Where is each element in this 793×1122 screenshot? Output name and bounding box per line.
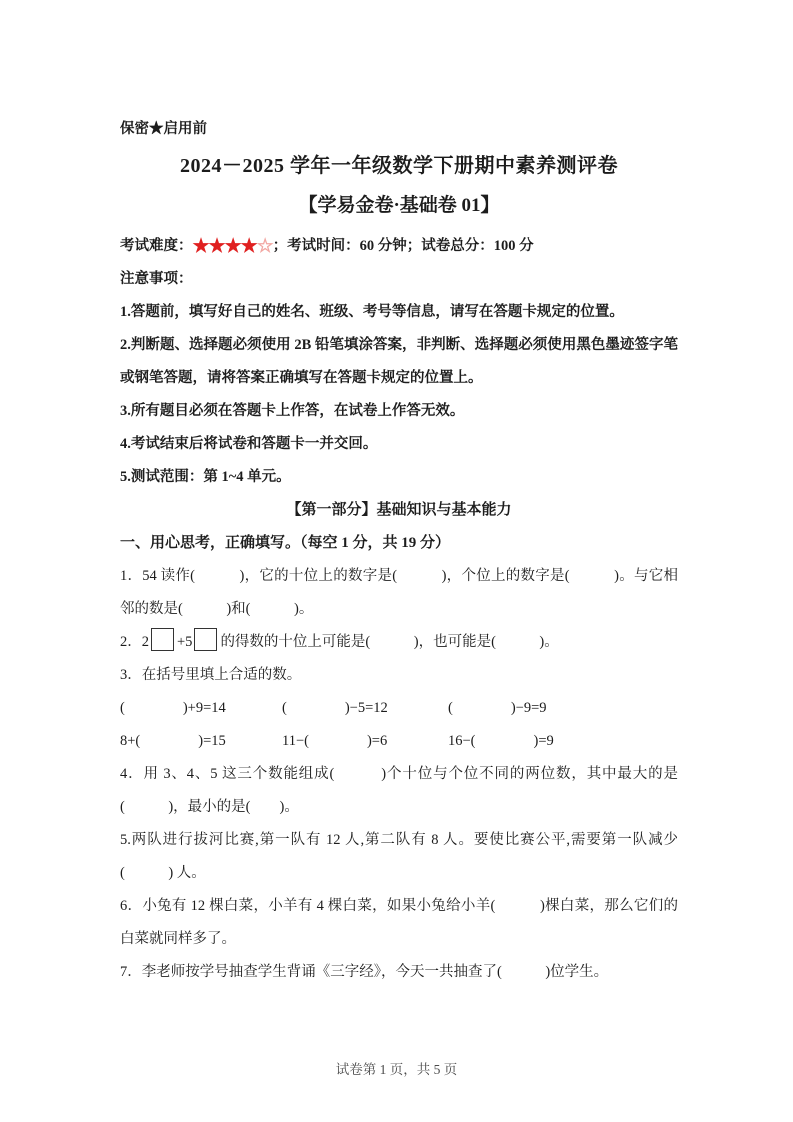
question-2-suffix: 的得数的十位上可能是( )，也可能是( )。 [220, 634, 559, 650]
question-5: 5.两队进行拔河比赛,第一队有 12 人,第二队有 8 人。要使比赛公平,需要第一队减少( ) 人。 [120, 832, 678, 881]
question-3-equations [120, 692, 678, 758]
section-heading-part1: 【第一部分】基础知识与基本能力 [286, 502, 512, 518]
question-6: 6．小兔有 12 棵白菜，小羊有 4 棵白菜，如果小兔给小羊( )棵白菜，那么它们的白菜就同样多了。 [120, 898, 678, 947]
part-one-heading: 一、用心思考，正确填写。（每空 1 分，共 19 分） [120, 535, 451, 551]
footer-page-current: 1 [379, 1062, 387, 1077]
footer-prefix: 试卷第 [335, 1062, 380, 1077]
page-footer [0, 1060, 793, 1080]
equation-cell: 16−( )=9 [448, 733, 554, 749]
exam-subtitle: 【学易金卷·基础卷 01】 [298, 195, 500, 216]
equation-cell: ( )+9=14 [120, 700, 226, 716]
notice-title: 注意事项： [120, 271, 193, 287]
answer-box [151, 628, 174, 651]
exam-meta-line [120, 230, 678, 263]
footer-mid: 页，共 [386, 1062, 434, 1077]
question-2 [120, 626, 678, 659]
question-4: 4．用 3、4、5 这三个数能组成( )个十位与个位不同的两位数，其中最大的是 ( )，最小的是( )。 [120, 766, 678, 815]
notice-item-5: 5.测试范围：第 1~4 单元。 [120, 469, 291, 485]
question-2-mid: +5 [177, 634, 193, 650]
notice-item-4: 4.考试结束后将试卷和答题卡一并交回。 [120, 436, 378, 452]
notice-item-3: 3.所有题目必须在答题卡上作答，在试卷上作答无效。 [120, 403, 465, 419]
confidential-notice: 保密★启用前 [120, 121, 207, 137]
difficulty-label: 考试难度： [120, 238, 193, 254]
difficulty-stars-filled-icon: ★★★★ [192, 236, 257, 257]
exam-meta-rest: ；考试时间：60 分钟；试卷总分：100 分 [272, 238, 534, 254]
notice-item-1: 1.答题前，填写好自己的姓名、班级、考号等信息，请写在答题卡规定的位置。 [120, 304, 624, 320]
equation-cell: ( )−9=9 [448, 700, 547, 716]
question-1: 1．54 读作( )，它的十位上的数字是( )，个位上的数字是( )。与它相邻的数是( )和( )。 [120, 568, 678, 617]
question-2-prefix: 2．2 [120, 634, 149, 650]
question-3: 3．在括号里填上合适的数。 [120, 667, 302, 683]
question-7: 7．李老师按学号抽查学生背诵《三字经》，今天一共抽查了( )位学生。 [120, 964, 609, 980]
equation-cell: ( )−5=12 [282, 700, 388, 716]
footer-suffix: 页 [440, 1062, 458, 1077]
notice-item-2: 2.判断题、选择题必须使用 2B 铅笔填涂答案，非判断、选择题必须使用黑色墨迹签字笔或钢笔答题，请将答案正确填写在答题卡规定的位置上。 [120, 337, 678, 386]
equation-cell: 11−( )=6 [282, 733, 388, 749]
exam-title: 2024－2025 学年一年级数学下册期中素养测评卷 [180, 155, 618, 177]
footer-page-total: 5 [433, 1062, 441, 1077]
difficulty-star-empty-icon: ☆ [256, 236, 273, 257]
equation-cell: 8+( )=15 [120, 733, 226, 749]
answer-box [194, 628, 217, 651]
